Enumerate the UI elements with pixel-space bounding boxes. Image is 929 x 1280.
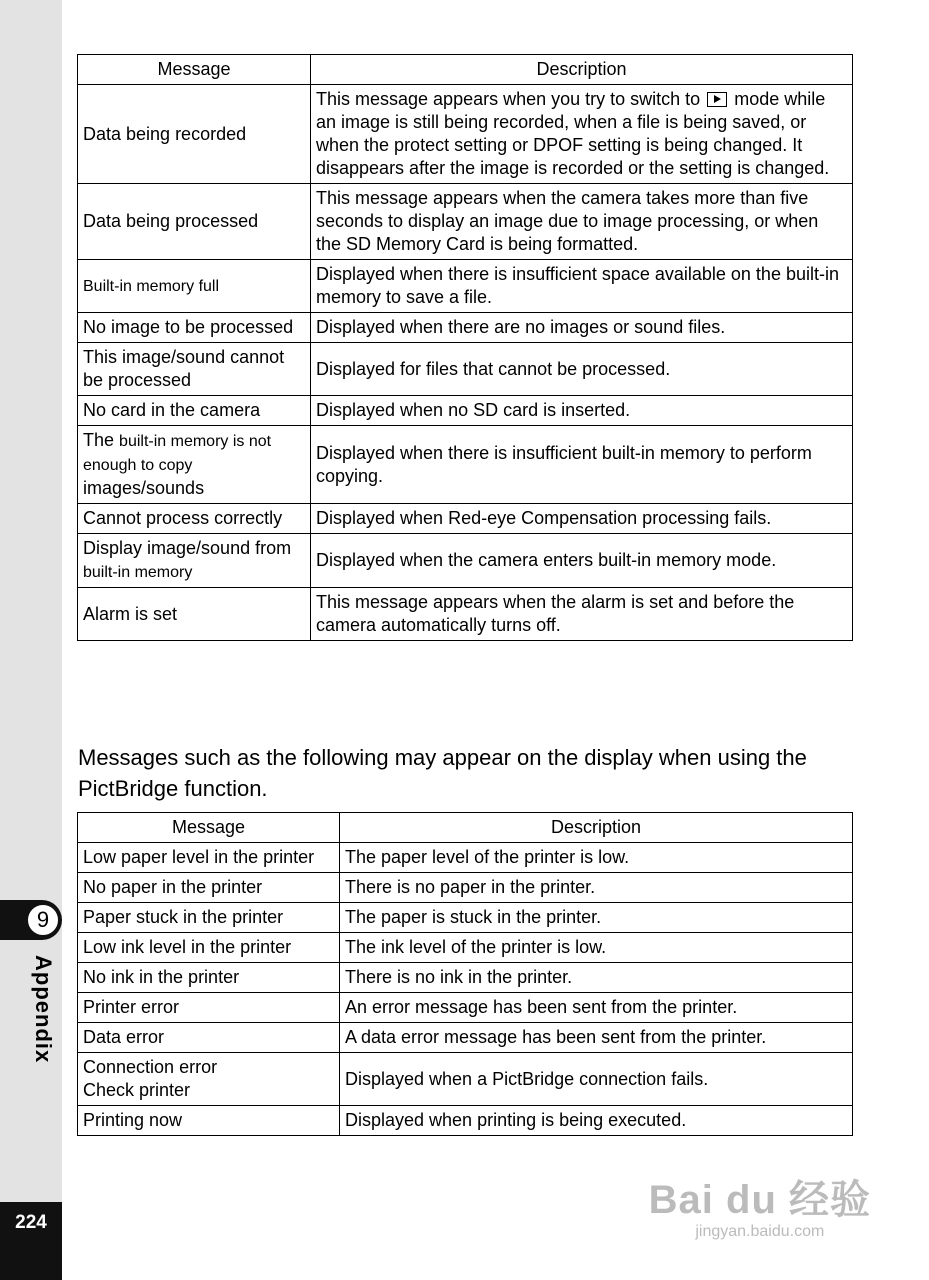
description-cell: Displayed when no SD card is inserted.: [311, 396, 853, 426]
description-cell: Displayed when there are no images or sound files.: [311, 313, 853, 343]
message-cell: No image to be processed: [78, 313, 311, 343]
message-text: built-in memory is not enough to copy: [83, 433, 272, 474]
message-cell: [78, 1053, 340, 1106]
table-header-row: [78, 813, 853, 843]
description-cell: There is no ink in the printer.: [340, 963, 853, 993]
description-text: This message appears when you try to switch to: [316, 89, 701, 109]
table-row: [78, 313, 853, 343]
description-cell: Displayed for files that cannot be processed.: [311, 343, 853, 396]
message-cell: Cannot process correctly: [78, 504, 311, 534]
description-cell: Displayed when there is insufficient space available on the built-in memory to save a file.: [311, 260, 853, 313]
table-row: [78, 85, 853, 184]
message-cell: Data being processed: [78, 184, 311, 260]
watermark-logo-text: Bai du 经验: [648, 1178, 871, 1222]
table-row: [78, 396, 853, 426]
page-number: 224: [15, 1212, 47, 1233]
chapter-number: 9: [26, 903, 60, 937]
baidu-watermark: [649, 1168, 871, 1241]
pictbridge-messages-table: [77, 812, 853, 1136]
header-description: Description: [340, 813, 853, 843]
description-cell: There is no paper in the printer.: [340, 873, 853, 903]
message-cell: Paper stuck in the printer: [78, 903, 340, 933]
message-cell: [78, 426, 311, 504]
table-row: [78, 426, 853, 504]
pictbridge-intro: Messages such as the following may appear on the display when using the PictBridge function.: [78, 745, 807, 801]
description-cell: Displayed when a PictBridge connection fails.: [340, 1053, 853, 1106]
header-message: Message: [78, 55, 311, 85]
message-cell: No ink in the printer: [78, 963, 340, 993]
description-cell: [311, 85, 853, 184]
description-cell: This message appears when the alarm is set and before the camera automatically turns off.: [311, 588, 853, 641]
message-cell: Low ink level in the printer: [78, 933, 340, 963]
description-cell: A data error message has been sent from the printer.: [340, 1023, 853, 1053]
message-cell: Printing now: [78, 1106, 340, 1136]
table-row: [78, 260, 853, 313]
table-header-row: [78, 55, 853, 85]
table-row: [78, 1053, 853, 1106]
description-cell: Displayed when printing is being executed.: [340, 1106, 853, 1136]
table-row: [78, 933, 853, 963]
message-cell: Printer error: [78, 993, 340, 1023]
message-text: Check printer: [83, 1080, 191, 1100]
message-cell: This image/sound cannot be processed: [78, 343, 311, 396]
description-cell: Displayed when there is insufficient built-in memory to perform copying.: [311, 426, 853, 504]
table-row: [78, 963, 853, 993]
description-cell: Displayed when the camera enters built-in memory mode.: [311, 534, 853, 588]
table-row: [78, 843, 853, 873]
description-cell: The paper level of the printer is low.: [340, 843, 853, 873]
message-cell: Alarm is set: [78, 588, 311, 641]
chapter-sidebar: [0, 0, 62, 1280]
table-row: [78, 504, 853, 534]
message-cell: Data being recorded: [78, 85, 311, 184]
playback-icon: [707, 92, 727, 107]
header-description: Description: [311, 55, 853, 85]
table-row: [78, 873, 853, 903]
description-cell: This message appears when the camera takes more than five seconds to display an image due to image processing, or when the SD Memory Card is being formatted.: [311, 184, 853, 260]
message-text: images/sounds: [83, 478, 205, 498]
description-text: mode while an image is still being recorded, when a file is being saved, or when the protect setting or DPOF setting is being changed. It disappears after the image is recorded or the setting is changed.: [316, 89, 830, 178]
table-row: [78, 184, 853, 260]
header-message: Message: [78, 813, 340, 843]
table-row: [78, 1106, 853, 1136]
table-row: [78, 1023, 853, 1053]
description-cell: Displayed when Red-eye Compensation processing fails.: [311, 504, 853, 534]
camera-messages-table: [77, 54, 853, 641]
message-text: Connection error: [83, 1057, 218, 1077]
message-cell: No card in the camera: [78, 396, 311, 426]
table-row: [78, 588, 853, 641]
message-cell: [78, 534, 311, 588]
message-cell: Built-in memory full: [78, 260, 311, 313]
message-cell: Data error: [78, 1023, 340, 1053]
table-row: [78, 903, 853, 933]
message-text: built-in memory: [83, 564, 193, 581]
message-text: The: [83, 430, 115, 450]
chapter-label: Appendix: [31, 955, 56, 1064]
table-row: [78, 993, 853, 1023]
description-cell: The paper is stuck in the printer.: [340, 903, 853, 933]
message-cell: Low paper level in the printer: [78, 843, 340, 873]
message-cell: No paper in the printer: [78, 873, 340, 903]
table-row: [78, 534, 853, 588]
watermark-url: jingyan.baidu.com: [695, 1223, 825, 1240]
table-row: [78, 343, 853, 396]
description-cell: The ink level of the printer is low.: [340, 933, 853, 963]
message-text: Display image/sound from: [83, 538, 292, 558]
description-cell: An error message has been sent from the printer.: [340, 993, 853, 1023]
